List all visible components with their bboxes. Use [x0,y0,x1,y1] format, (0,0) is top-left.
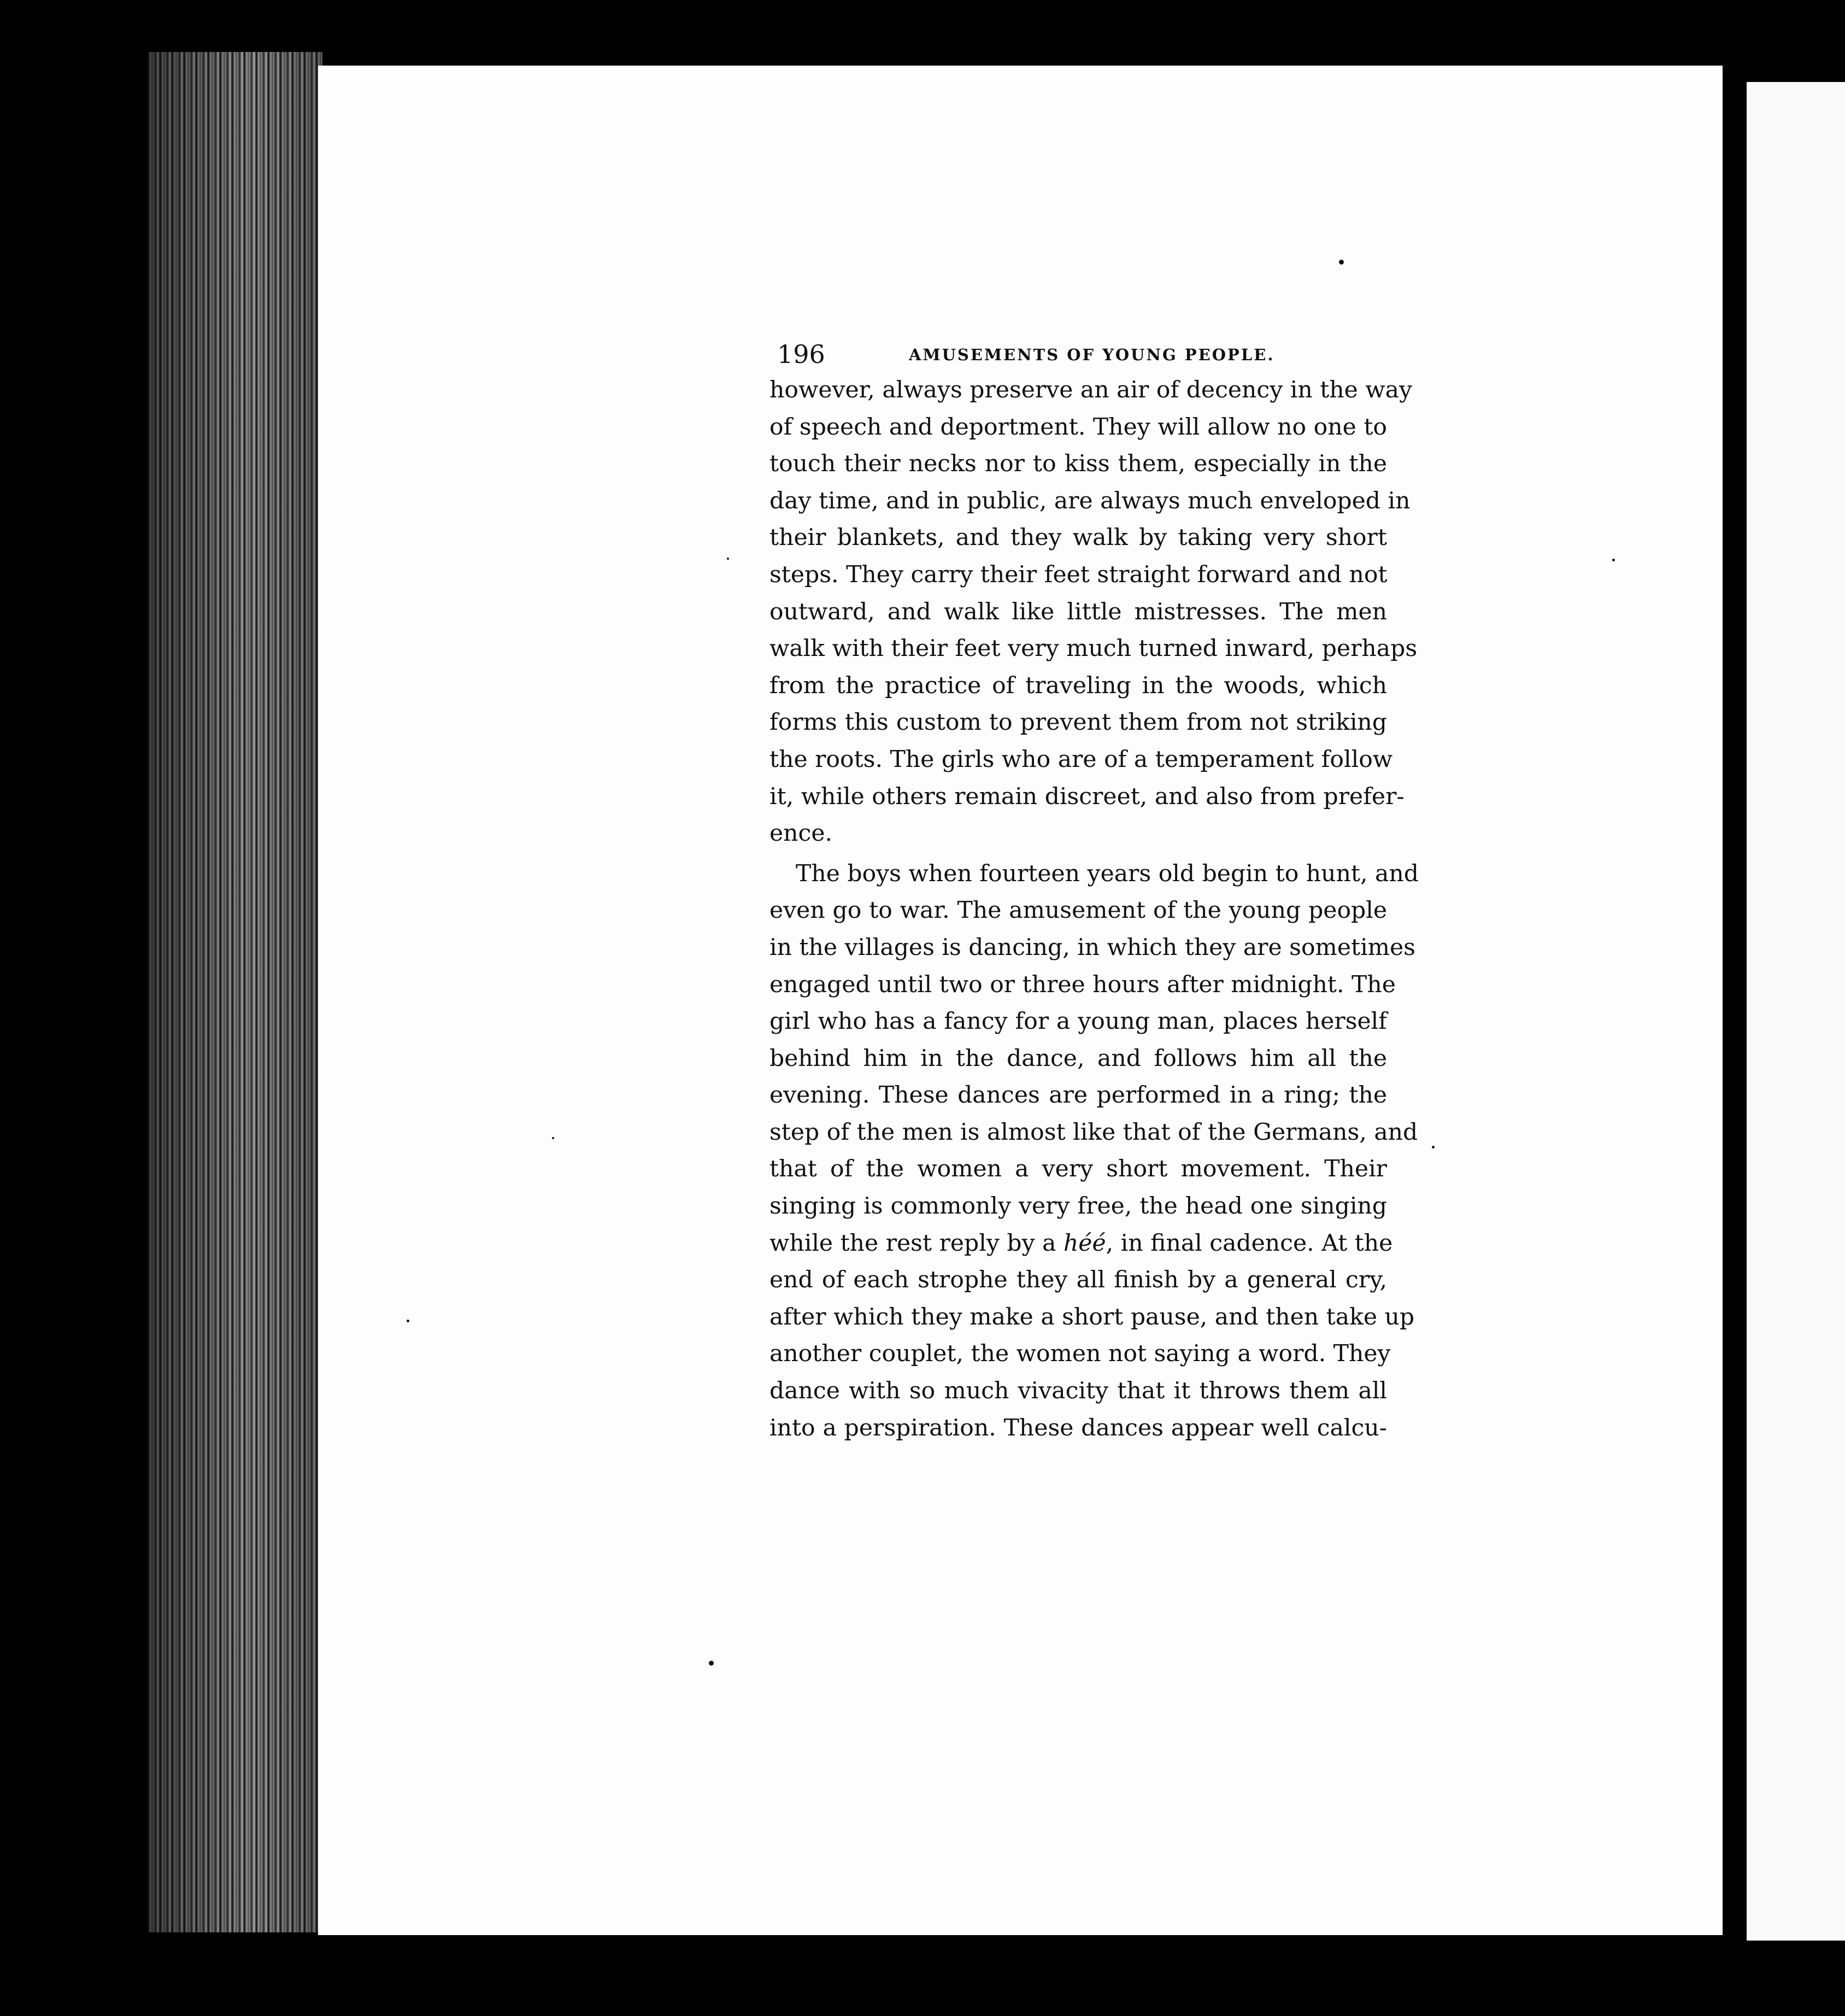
text-line: touch their necks nor to kiss them, especially in the [769,450,1387,478]
text-line: into a perspiration. These dances appear well calcu- [769,1414,1387,1441]
text-line-with-italic [769,1225,1393,1262]
text-line: it, while others remain discreet, and also from prefer- [769,783,1405,810]
text-line: however, always preserve an air of decency in the way [769,377,1413,403]
text-line: singing is commonly very free, the head one singing [769,1193,1387,1220]
text-line: day time, and in public, are always much enveloped in [769,487,1411,514]
text-line: that of the women a very short movement. Their [769,1156,1387,1183]
text-line: another couplet, the women not saying a word. They [769,1340,1391,1368]
text-line: of speech and deportment. They will allow no one to [769,413,1387,441]
italic-word: héé [1063,1229,1106,1257]
speck [727,558,729,560]
text-line: evening. These dances are performed in a ring; the [769,1082,1387,1109]
text-line: steps. They carry their feet straight forward and not [769,561,1388,588]
running-head [769,333,1387,372]
facing-page-edge [1739,82,1845,1941]
text-line: end of each strophe they all finish by a general cry, [769,1267,1387,1294]
running-head-title: AMUSEMENTS OF YOUNG PEOPLE. [909,345,1275,364]
speck [407,1320,409,1322]
paragraph [769,372,1418,852]
speck [1432,1146,1435,1148]
text-segment: while the rest reply by a [769,1229,1063,1257]
text-line: dance with so much vivacity that it throws them all [769,1378,1387,1405]
text-line: even go to war. The amusement of the young people [769,897,1387,924]
page-edges [148,52,322,1932]
text-line: after which they make a short pause, and then take up [769,1303,1415,1331]
speck [1612,559,1615,561]
speck [552,1137,554,1139]
text-segment: , in final cadence. At the [1106,1229,1393,1257]
text-line: The boys when fourteen years old begin to hunt, and [796,860,1419,887]
paragraph [769,855,1419,1447]
text-line: behind him in the dance, and follows him all the [769,1045,1387,1072]
text-line: walk with their feet very much turned inward, perhaps [769,635,1418,663]
text-line: in the villages is dancing, in which they are sometimes [769,934,1415,961]
text-line: ence. [769,820,832,847]
page-text [769,333,1419,1446]
text-line: step of the men is almost like that of the Germans, and [769,1118,1418,1146]
text-line: outward, and walk like little mistresses. The men [769,598,1387,625]
text-line: engaged until two or three hours after midnight. The [769,971,1396,998]
speck [1339,260,1344,265]
speck [709,1661,714,1666]
text-line: forms this custom to prevent them from not striking [769,709,1387,736]
page-number: 196 [777,339,825,369]
text-line: the roots. The girls who are of a temperament follow [769,746,1393,773]
text-line: their blankets, and they walk by taking very short [769,524,1387,552]
text-line: girl who has a fancy for a young man, places herself [769,1008,1387,1035]
text-line: from the practice of traveling in the woods, which [769,672,1387,699]
